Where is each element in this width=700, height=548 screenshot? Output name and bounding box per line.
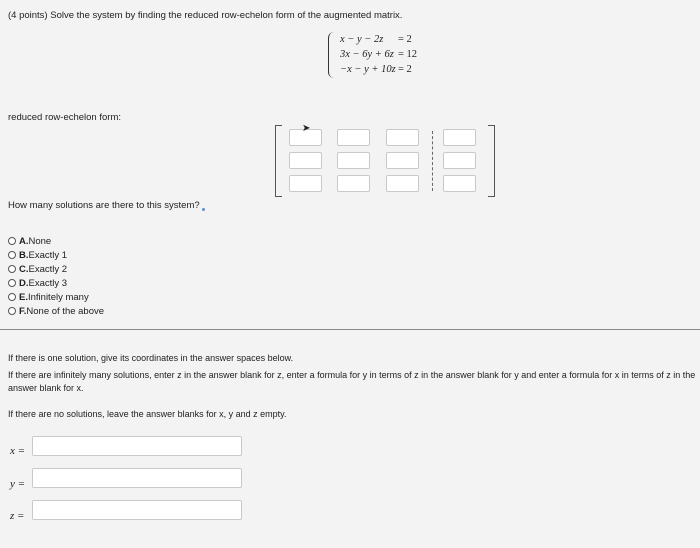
option-letter: A. xyxy=(19,235,29,247)
augment-divider xyxy=(432,131,433,191)
question-title: (4 points) Solve the system by finding the reduced row-echelon form of the augmented matrix. xyxy=(8,10,403,21)
z-label: z = xyxy=(10,510,25,522)
solutions-question: How many solutions are there to this system? xyxy=(8,200,200,211)
option-letter: B. xyxy=(19,249,29,261)
instruction-infinite-solutions: If there are infinitely many solutions, enter z in the answer blank for z, enter a formula for y in terms of z in the answer blank for y and enter a formula for x in terms of z in the answer blank for x. xyxy=(8,370,696,393)
equation-1-rhs: = 2 xyxy=(398,34,412,45)
matrix-left-bracket xyxy=(275,125,282,197)
y-answer-input[interactable] xyxy=(32,468,242,488)
equation-1-lhs: x − y − 2z xyxy=(340,34,384,45)
option-label: None xyxy=(28,235,52,247)
radio-icon[interactable] xyxy=(8,237,16,245)
option-d[interactable] xyxy=(8,276,104,290)
section-divider xyxy=(0,329,700,330)
matrix-cell-r1c4[interactable] xyxy=(443,129,476,146)
matrix-cell-r3c2[interactable] xyxy=(337,175,370,192)
rref-label: reduced row-echelon form: xyxy=(8,112,121,123)
matrix-cell-r2c3[interactable] xyxy=(386,152,419,169)
option-letter: D. xyxy=(19,277,29,289)
equation-2-lhs: 3x − 6y + 6z xyxy=(340,49,394,60)
matrix-cell-r2c2[interactable] xyxy=(337,152,370,169)
radio-icon[interactable] xyxy=(8,251,16,259)
matrix-cell-r2c1[interactable] xyxy=(289,152,322,169)
matrix-cell-r2c4[interactable] xyxy=(443,152,476,169)
matrix-right-bracket xyxy=(488,125,495,197)
matrix-cell-r1c2[interactable] xyxy=(337,129,370,146)
option-letter: E. xyxy=(19,291,28,303)
equation-2-rhs: = 12 xyxy=(398,49,418,60)
z-answer-input[interactable] xyxy=(32,500,242,520)
option-letter: C. xyxy=(19,263,29,275)
option-e[interactable] xyxy=(8,290,104,304)
option-label: None of the above xyxy=(26,305,105,317)
equation-system xyxy=(328,30,448,80)
radio-icon[interactable] xyxy=(8,279,16,287)
option-label: Exactly 3 xyxy=(28,277,68,289)
system-brace xyxy=(328,32,337,78)
instruction-one-solution: If there is one solution, give its coordinates in the answer spaces below. xyxy=(8,353,294,363)
option-label: Infinitely many xyxy=(27,291,89,303)
option-b[interactable] xyxy=(8,248,104,262)
x-label: x = xyxy=(10,445,26,457)
option-a[interactable] xyxy=(8,234,104,248)
option-label: Exactly 2 xyxy=(28,263,68,275)
x-answer-input[interactable] xyxy=(32,436,242,456)
option-label: Exactly 1 xyxy=(28,249,68,261)
radio-icon[interactable] xyxy=(8,307,16,315)
instruction-no-solutions: If there are no solutions, leave the answer blanks for x, y and z empty. xyxy=(8,409,287,419)
option-f[interactable] xyxy=(8,304,104,318)
radio-icon[interactable] xyxy=(8,293,16,301)
rref-matrix xyxy=(275,125,495,197)
equation-3-lhs: −x − y + 10z xyxy=(340,64,396,75)
mouse-cursor-icon: ➤ xyxy=(302,123,311,134)
matrix-cell-r3c3[interactable] xyxy=(386,175,419,192)
matrix-cell-r3c4[interactable] xyxy=(443,175,476,192)
radio-icon[interactable] xyxy=(8,265,16,273)
option-letter: F. xyxy=(19,305,27,317)
equation-3-rhs: = 2 xyxy=(398,64,412,75)
matrix-cell-r3c1[interactable] xyxy=(289,175,322,192)
dot-marker xyxy=(202,208,205,211)
matrix-cell-r1c3[interactable] xyxy=(386,129,419,146)
option-c[interactable] xyxy=(8,262,104,276)
y-label: y = xyxy=(10,478,26,490)
solutions-options xyxy=(8,234,104,318)
